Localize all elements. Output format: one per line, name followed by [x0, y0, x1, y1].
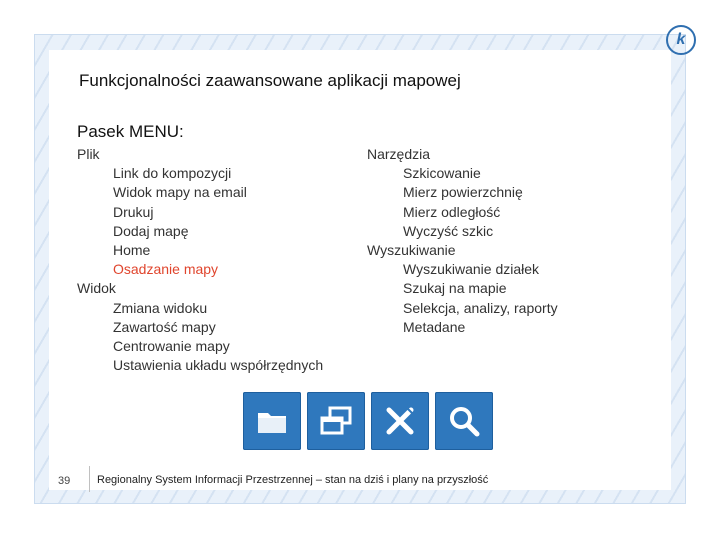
menu-item[interactable]: Link do kompozycji [113, 165, 232, 182]
menu-item[interactable]: Osadzanie mapy [113, 261, 219, 278]
file-menu-button[interactable] [243, 392, 301, 450]
menu-item[interactable]: Selekcja, analizy, raporty [403, 299, 558, 316]
menu-item[interactable]: Wyszukiwanie działek [403, 261, 540, 278]
windows-icon [318, 403, 354, 439]
menu-item[interactable]: Szukaj na mapie [403, 280, 507, 297]
menu-item[interactable]: Ustawienia układu współrzędnych [113, 357, 324, 374]
menu-item[interactable]: Widok mapy na email [113, 184, 247, 201]
menu-category[interactable]: Plik [77, 146, 100, 162]
menu-category[interactable]: Narzędzia [367, 146, 431, 162]
tools-menu-button[interactable] [371, 392, 429, 450]
menu-item[interactable]: Centrowanie mapy [113, 338, 230, 354]
section-subtitle: Pasek MENU: [77, 122, 184, 141]
menu-category[interactable]: Wyszukiwanie [367, 242, 456, 258]
page-number: 39 [58, 475, 71, 487]
menu-item[interactable]: Zawartość mapy [113, 318, 216, 335]
menu-item[interactable]: Mierz odległość [403, 203, 501, 220]
folder-icon [254, 403, 290, 439]
tools-icon [382, 403, 418, 439]
menu-item[interactable]: Szkicowanie [403, 165, 481, 182]
footer-divider [89, 466, 90, 492]
footer-text: Regionalny System Informacji Przestrzennej – stan na dziś i plany na przyszłość [97, 474, 489, 486]
menu-item[interactable]: Dodaj mapę [113, 222, 189, 239]
page-title: Funkcjonalności zaawansowane aplikacji mapowej [79, 71, 461, 90]
menu-item[interactable]: Home [113, 242, 151, 258]
menu-item[interactable]: Mierz powierzchnię [403, 184, 523, 201]
search-icon [446, 403, 482, 439]
menu-item[interactable]: Metadane [403, 318, 466, 335]
logo: k [666, 25, 696, 55]
menu-item[interactable]: Zmiana widoku [113, 299, 208, 316]
menu-category[interactable]: Widok [77, 280, 116, 297]
menu-item[interactable]: Drukuj [113, 203, 154, 220]
menu-item[interactable]: Wyczyść szkic [403, 222, 494, 239]
search-menu-button[interactable] [435, 392, 493, 450]
menu-toolbar [243, 392, 493, 450]
view-menu-button[interactable] [307, 392, 365, 450]
